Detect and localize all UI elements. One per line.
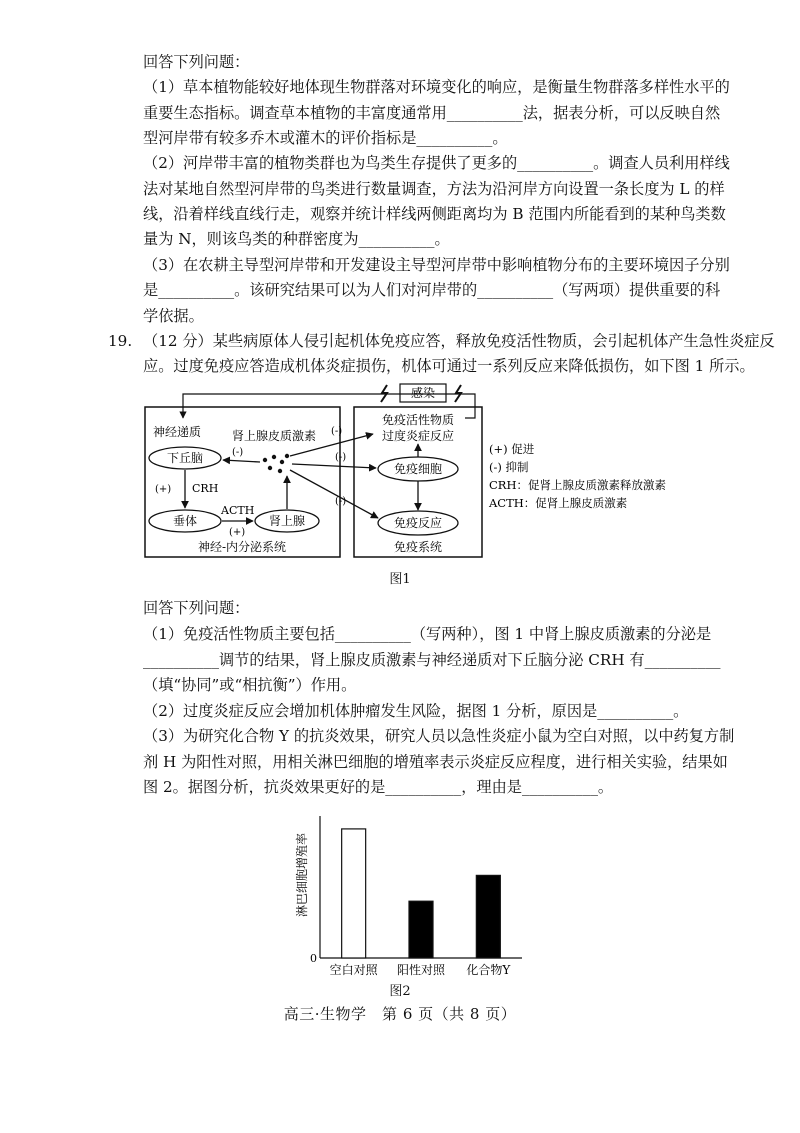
q19-part2-line1: （2）过度炎症反应会增加机体肿瘤发生风险，据图 1 分析，原因是__________。 bbox=[143, 702, 689, 720]
q18-intro: 回答下列问题： bbox=[143, 53, 250, 71]
legend-crh: CRH：促肾上腺皮质激素释放激素 bbox=[489, 478, 666, 492]
q18-part2-line3: 线，沿着样线直线行走，观察并统计样线两侧距离均为 B 范围内所能看到的某种鸟类数 bbox=[143, 205, 726, 223]
q19-stem-line2: 应。过度免疫应答造成机体炎症损伤，机体可通过一系列反应来降低损伤，如下图 1 所示。 bbox=[143, 357, 755, 375]
substance-minus-label: (-) bbox=[331, 426, 343, 437]
chart-x-tick-label: 化合物Y bbox=[466, 963, 511, 977]
immune-response-label: 免疫反应 bbox=[393, 516, 443, 530]
q18-part1-line3: 型河岸带有较多乔木或灌木的评价指标是__________。 bbox=[143, 129, 508, 147]
q19-part3-line2: 剂 H 为阳性对照，用相关淋巴细胞的增殖率表示炎症反应程度，进行相关实验，结果如 bbox=[143, 753, 728, 771]
immune-system-label: 免疫系统 bbox=[393, 540, 443, 554]
page-footer: 高三·生物学 第 6 页（共 8 页） bbox=[283, 1005, 517, 1023]
neurotransmitter-label: 神经递质 bbox=[153, 425, 202, 439]
response-minus-label: (-) bbox=[335, 496, 347, 507]
adrenal-label: 肾上腺 bbox=[268, 514, 306, 528]
q19-part1-line2: __________调节的结果，肾上腺皮质激素与神经递质对下丘脑分泌 CRH 有__________ bbox=[143, 651, 721, 669]
acth-plus-label: (+) bbox=[229, 527, 246, 538]
hormone-to-cells-arrow bbox=[292, 464, 376, 468]
q18-part3-line2: 是__________。该研究结果可以为人们对河岸带的__________（写两项）提供重要的科 bbox=[143, 281, 721, 299]
chart-x-tick-label: 空白对照 bbox=[329, 963, 378, 977]
immune-substance-label: 免疫活性物质 bbox=[381, 413, 455, 427]
legend-acth: ACTH：促肾上腺皮质激素 bbox=[489, 496, 628, 510]
q18-part2-line1: （2）河岸带丰富的植物类群也为鸟类生存提供了更多的__________。调查人员利用样线 bbox=[143, 154, 730, 172]
q18-part1-line1: （1）草本植物能较好地体现生物群落对环境变化的响应，是衡量生物群落多样性水平的 bbox=[143, 78, 730, 96]
q18-part3-line3: 学依据。 bbox=[143, 307, 204, 325]
q19-intro: 回答下列问题： bbox=[143, 599, 250, 617]
hormone-to-hypothalamus-arrow bbox=[223, 460, 260, 462]
acth-label: ACTH bbox=[221, 504, 255, 517]
legend-promote: (+) 促进 bbox=[489, 442, 535, 456]
chart-bar bbox=[342, 829, 366, 958]
figure2-caption: 图2 bbox=[389, 984, 411, 999]
chart-x-tick-label: 阳性对照 bbox=[396, 963, 446, 977]
excess-inflammation-label: 过度炎症反应 bbox=[381, 429, 455, 443]
hypothalamus-label: 下丘脑 bbox=[166, 451, 204, 465]
q18-part2-line4: 量为 N，则该鸟类的种群密度为__________。 bbox=[143, 230, 450, 248]
q19-part3-line1: （3）为研究化合物 Y 的抗炎效果，研究人员以急性炎症小鼠为空白对照，以中药复方制 bbox=[143, 727, 735, 745]
crh-label: CRH bbox=[192, 482, 219, 495]
figure1-diagram bbox=[135, 380, 695, 568]
figure1-caption: 图1 bbox=[389, 572, 411, 587]
legend-inhibit: (-) 抑制 bbox=[489, 460, 529, 474]
q19-number: 19. bbox=[108, 332, 133, 350]
figure2-chart bbox=[290, 810, 530, 982]
chart-bar bbox=[409, 901, 433, 958]
q18-part2-line2: 法对某地自然型河岸带的鸟类进行数量调查，方法为沿河岸方向设置一条长度为 L 的样 bbox=[143, 180, 725, 198]
crh-plus-label: (+) bbox=[155, 484, 172, 495]
chart-origin-label: 0 bbox=[310, 952, 317, 965]
q19-part1-line3: （填“协同”或“相抗衡”）作用。 bbox=[143, 676, 357, 694]
hormone-to-response-arrow bbox=[290, 470, 378, 518]
infection-label: 感染 bbox=[410, 386, 436, 400]
q19-part1-line1: （1）免疫活性物质主要包括__________（写两种），图 1 中肾上腺皮质激素的分泌是 bbox=[143, 625, 712, 643]
adrenal-hormone-label: 肾上腺皮质激素 bbox=[232, 429, 317, 443]
neuro-endocrine-label: 神经-内分泌系统 bbox=[197, 540, 287, 554]
chart-ylabel: 淋巴细胞增殖率 bbox=[295, 832, 309, 918]
q18-part3-line1: （3）在农耕主导型河岸带和开发建设主导型河岸带中影响植物分布的主要环境因子分别 bbox=[143, 256, 730, 274]
q19-stem-line1: （12 分）某些病原体人侵引起机体免疫应答，释放免疫活性物质，会引起机体产生急性炎症反 bbox=[143, 332, 775, 350]
chart-bar bbox=[476, 875, 500, 958]
q19-part3-line3: 图 2。据图分析，抗炎效果更好的是__________，理由是__________。 bbox=[143, 778, 614, 796]
q18-part1-line2: 重要生态指标。调查草本植物的丰富度通常用__________法，据表分析，可以反映自然 bbox=[143, 104, 721, 122]
hormone-dots bbox=[263, 454, 289, 473]
hypothalamus-minus-label: (-) bbox=[232, 447, 244, 458]
cells-minus-label: (-) bbox=[335, 452, 347, 463]
immune-cells-label: 免疫细胞 bbox=[393, 462, 443, 476]
pituitary-label: 垂体 bbox=[172, 514, 198, 528]
